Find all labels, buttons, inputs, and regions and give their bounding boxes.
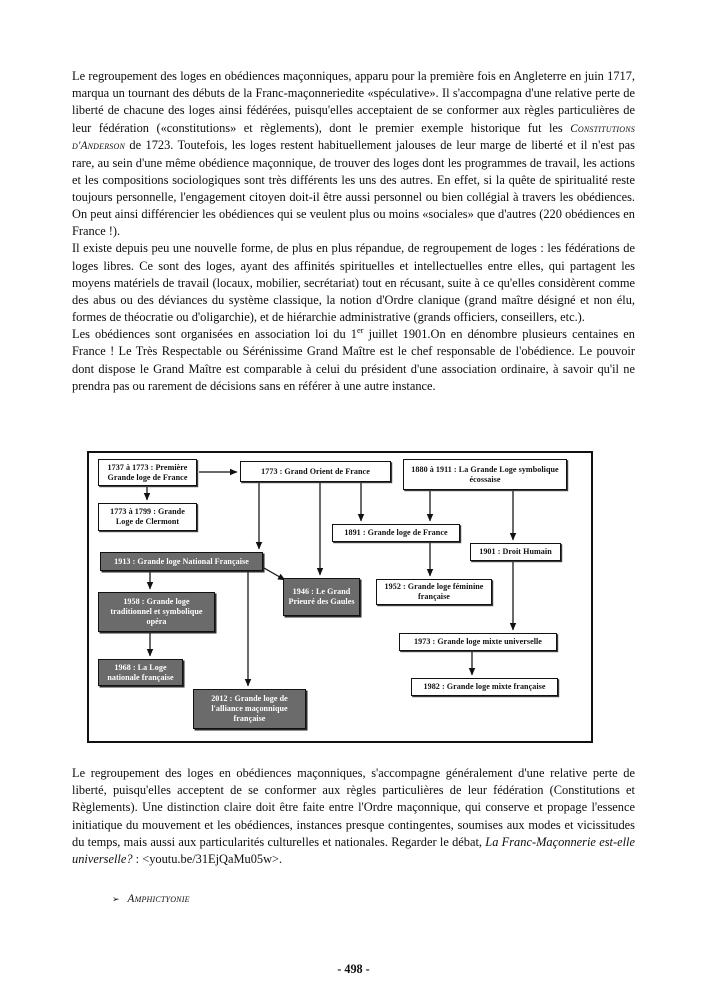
paragraph-3-pre: Les obédiences sont organisées en association loi du 1 [72, 327, 357, 342]
lodge-genealogy-diagram [87, 451, 593, 743]
node-1737-premiere-grande-loge-de-france[interactable]: 1737 à 1773 : Première Grande loge de France [98, 459, 197, 486]
paragraph-1 [72, 68, 635, 240]
paragraph-3-post: juillet 1901.On en dénombre plusieurs centaines en France ! Le Très Respectable ou Sérénissime Grand Maître est le chef responsable de l'obédience. Le pouvoir dont dispose le Grand Maître est comparable à celui du président d'une association ordinaire, à savoir qu'il ne prendra pas ou rarement de décisions sans en référer à une autre instance. [72, 327, 635, 393]
document-body [72, 68, 635, 395]
paragraph-2: Il existe depuis peu une nouvelle forme, de plus en plus répandue, de regroupement de loges : les fédérations de loges libres. Ce sont des loges, ayant des affinités spirituelles et intellectuelles entre elles, qui partagent les moyens matériels de travail (locaux, mobilier, secrétariat) tout en récusant, suite à ce qu'elles considèrent comme des abus ou des déviances du système classique, la notion d'Ordre clanique (grand maître désigné et non élu, formes de théocratie ou d'oligarchie), et de hiérarchie administrative (grands officiers, conseillers, etc.). [72, 241, 635, 325]
paragraph-1-part-b: de 1723. Toutefois, les loges restent habituellement jalouses de leur marge de liberté et il n'est pas rare, au sein d'une même obédience maçonnique, de trouver des loges dont les programmes de travail, les actions et les compositions sociologiques sont très différents les uns des autres. En effet, si la quête de spiritualité reste toujours personnelle, l'engagement citoyen doit-il être aussi personnel ou bien collégial à travers les obédiences. On peut ainsi différencier les obédiences qui se veulent plus ou moins «sociales» que d'autres (220 obédiences en France !). [72, 138, 635, 239]
paragraph-bottom-pre: Le regroupement des loges en obédiences maçonniques, s'accompagne généralement d'une relative perte de liberté, puisqu'elles acceptent de se conformer aux règles particulières de leur fédération (Constitutions et Règlements). Une distinction claire doit être faite entre l'Ordre maçonnique, qui conserve et propage l'essence initiatique du mouvement et les obédiences, instances presque contingentes, soumises aux modes et vicissitudes du temps, mais aussi aux particularités culturelles et nationales. Regarder le débat, [72, 766, 635, 849]
bullet-item-label: Amphictyonie [127, 893, 190, 905]
ordinal-suffix: er [356, 325, 364, 336]
node-1880-grande-loge-symbolique-ecossaise[interactable]: 1880 à 1911 : La Grande Loge symbolique écossaise [403, 459, 567, 490]
page-number: - 498 - [337, 962, 370, 976]
node-1982-grande-loge-mixte-francaise[interactable]: 1982 : Grande loge mixte française [411, 678, 558, 696]
constitutions-anderson-smallcaps: Constitutions d'Anderson [72, 122, 635, 153]
arrow-bullet-icon: ➢ [112, 894, 120, 904]
node-1891-grande-loge-de-france[interactable]: 1891 : Grande loge de France [332, 524, 460, 542]
node-1946-grand-prieure-des-gaules[interactable]: 1946 : Le Grand Prieuré des Gaules [283, 578, 360, 616]
node-1773-grand-orient-de-france[interactable]: 1773 : Grand Orient de France [240, 461, 391, 482]
paragraph-1-part-a: Le regroupement des loges en obédiences maçonniques, apparu pour la première fois en Angleterre en juin 1717, marqua un tournant des débuts de la Franc-maçonneriedite «spéculative». Il s'accompagna d'une relative perte de liberté de chacune des loges ainsi fédérées, puisqu'elles acceptaient de se conformer aux règles particulières de leur fédération («constitutions» et règlements), dont le premier exemple historique fut les [72, 69, 635, 135]
paragraph-3 [72, 326, 635, 395]
node-1913-grande-loge-national-francaise[interactable]: 1913 : Grande loge National Française [100, 552, 263, 571]
node-1958-grande-loge-traditionnel-symbolique-opera[interactable]: 1958 : Grande loge traditionnel et symbolique opéra [98, 592, 215, 632]
paragraph-bottom [72, 765, 635, 868]
diagram-nodes [89, 453, 591, 741]
bullet-list-item [112, 893, 190, 905]
node-1952-grande-loge-feminine-francaise[interactable]: 1952 : Grande loge féminine française [376, 579, 492, 605]
video-title-italic: La Franc-Maçonnerie est-elle universelle? [72, 834, 635, 866]
paragraph-bottom-post: : <youtu.be/31EjQaMu05w>. [132, 851, 283, 866]
document-body-bottom [72, 765, 635, 868]
node-1968-la-loge-nationale-francaise[interactable]: 1968 : La Loge nationale française [98, 659, 183, 686]
node-1973-grande-loge-mixte-universelle[interactable]: 1973 : Grande loge mixte universelle [399, 633, 557, 651]
node-1773-grande-loge-de-clermont[interactable]: 1773 à 1799 : Grande Loge de Clermont [98, 503, 197, 531]
node-1901-droit-humain[interactable]: 1901 : Droit Humain [470, 543, 561, 561]
node-2012-grande-loge-alliance-maconnique-francaise[interactable]: 2012 : Grande loge de l'alliance maçonnique française [193, 689, 306, 729]
